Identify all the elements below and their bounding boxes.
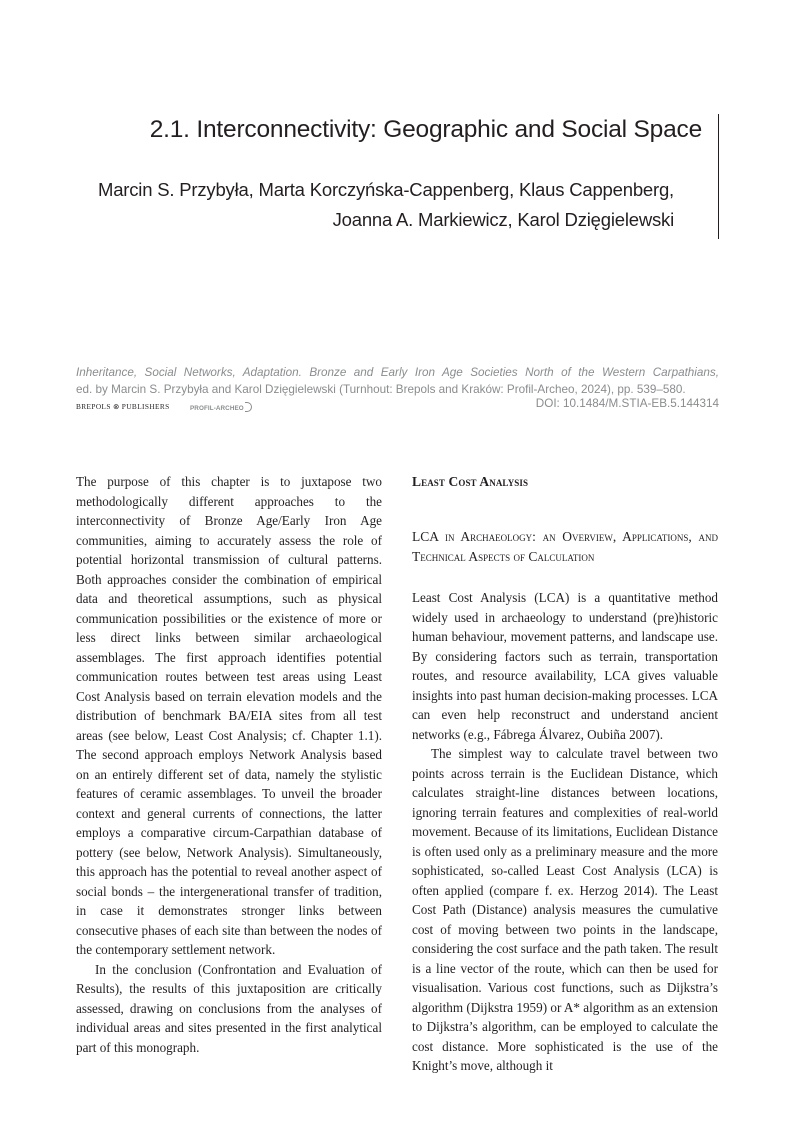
body-paragraph: In the conclusion (Confrontation and Evaluation of Results), the results of this juxtaposition are critically assessed, drawing on conclusions from the analyses of individual areas and sites presented in the first analytical part of this monograph.	[76, 961, 382, 1055]
header-vertical-rule	[718, 114, 719, 239]
author-line: Joanna A. Markiewicz, Karol Dzięgielewski	[332, 209, 674, 230]
doi-link[interactable]: DOI: 10.1484/M.STIA-EB.5.144314	[535, 397, 719, 410]
author-list	[54, 175, 674, 235]
brepols-logo: BREPOLS ⊗ PUBLISHERS	[76, 402, 170, 411]
citation-editors: ed. by Marcin S. Przybyła and Karol Dzięgielewski (Turnhout: Brepols and Kraków: Profil-Archeo, 2024), pp. 539–580.	[76, 383, 686, 396]
left-column	[76, 472, 382, 1057]
subsection-heading: LCA in Archaeology: an Overview, Applications, and Technical Aspects of Calculation	[412, 529, 718, 564]
chapter-title: 2.1. Interconnectivity: Geographic and Social Space	[149, 116, 702, 143]
body-paragraph: Least Cost Analysis (LCA) is a quantitative method widely used in archaeology to understand (pre)historic human behaviour, movement patterns, and landscape use. By considering factors such as terrain, transportation routes, and resource availability, LCA gives valuable insights into past human decision-making processes. LCA can even help reconstruct and understand ancient networks (e.g., Fábrega Álvarez, Oubiña 2007).	[412, 590, 718, 742]
publisher-row	[76, 397, 719, 415]
section-heading: Least Cost Analysis	[412, 474, 529, 489]
citation-book-title: Inheritance, Social Networks, Adaptation. Bronze and Early Iron Age Societies North of the Western Carpathians,	[76, 366, 719, 379]
book-citation	[76, 364, 719, 398]
body-paragraph: The purpose of this chapter is to juxtapose two methodologically different approaches to the interconnectivity of Bronze Age/Early Iron Age communities, aiming to accurately assess the role of potential horizontal transmission of cultural patterns. Both approaches consider the combination of empirical data and theoretical assumptions, such as physical communication possibilities or the existence of more or less direct links between similar archaeological assemblages. The first approach identifies potential communication routes between test areas using Least Cost Analysis based on terrain elevation models and the distribution of benchmark BA/EIA sites from all test areas (see below, Least Cost Analysis; cf. Chapter 1.1). The second approach employs Network Analysis based on an entirely different set of data, namely the stylistic features of ceramic assemblages. To unveil the broader context and general currents of connections, the latter employs a comparative circum-Carpathian database of pottery (see below, Network Analysis). Simultaneously, this approach has the potential to reveal another aspect of social bonds – the intergenerational transfer of tradition, in case it demonstrates stronger links between consecutive phases of each site than between the nodes of the contemporary settlement network.	[76, 474, 382, 957]
profil-archeo-logo: PROFIL-ARCHEO	[190, 402, 252, 412]
author-line: Marcin S. Przybyła, Marta Korczyńska-Cappenberg, Klaus Cappenberg,	[98, 179, 674, 200]
right-column	[412, 472, 718, 1076]
body-paragraph: The simplest way to calculate travel between two points across terrain is the Euclidean Distance, which calculates straight-line distances between locations, ignoring terrain features and complexities of real-world movement. Because of its limitations, Euclidean Distance is often used only as a preliminary measure and the more sophisticated, so-called Least Cost Analysis (LCA) is often applied (compare f. ex. Herzog 2014). The Least Cost Path (Distance) analysis measures the cumulative cost of moving between two points in the landscape, considering the cost surface and the path taken. The result is a line vector of the route, which can then be used for visualisation. Various cost functions, such as Dijkstra’s algorithm (Dijkstra 1959) or A* algorithm as an extension to Dijkstra’s algorithm, can be employed to calculate the cost distance. More sophisticated is the use of the Knight’s move, although it	[412, 746, 718, 1073]
profil-archeo-mark-icon	[245, 402, 252, 412]
